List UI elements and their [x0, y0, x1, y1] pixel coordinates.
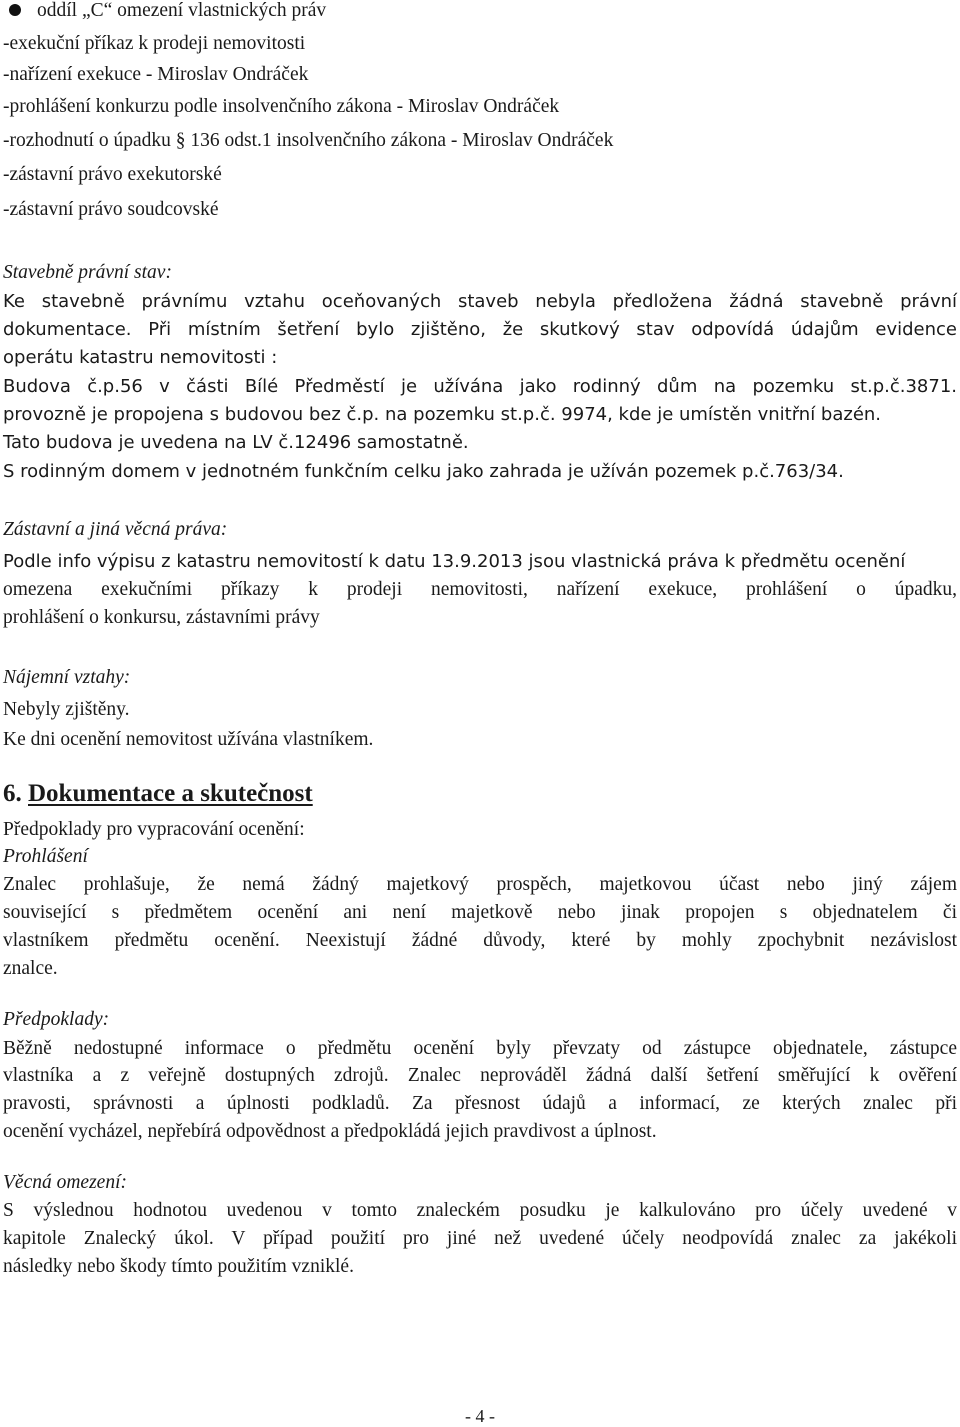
declaration-heading: Prohlášení: [3, 846, 88, 867]
assumptions-line: ocenění vycházel, nepřebírá odpovědnost a předpokládá jejich pravdivost a úplnost.: [3, 1121, 657, 1142]
limits-line: S výslednou hodnotou uvedenou v tomto znaleckém posudku je kalkulováno pro účely uvedené v: [3, 1200, 957, 1221]
ownership-line: -exekuční příkaz k prodeji nemovitosti: [3, 33, 306, 54]
declaration-line: Znalec prohlašuje, že nemá žádný majetkový prospěch, majetkovou účast nebo jiný zájem: [3, 874, 957, 895]
liens-line: omezena exekučními příkazy k prodeji nemovitosti, nařízení exekuce, prohlášení o úpadku,: [3, 579, 957, 600]
building-status-line: Ke stavebně právnímu vztahu oceňovaných staveb nebyla předložena žádná stavebně právní: [3, 291, 957, 312]
limits-line: kapitole Znalecký úkol. V případ použití pro jiné než uvedené účely neodpovídá znalec za jakékoli: [3, 1228, 957, 1249]
leases-line: Ke dni ocenění nemovitost užívána vlastníkem.: [3, 729, 374, 750]
leases-heading: Nájemní vztahy:: [3, 667, 131, 688]
assumptions-heading: Předpoklady:: [3, 1009, 110, 1030]
section-6-title: Dokumentace a skutečnost: [28, 780, 313, 807]
ownership-line: -zástavní právo exekutorské: [3, 164, 222, 185]
ownership-line: -rozhodnutí o úpadku § 136 odst.1 insolvenčního zákona - Miroslav Ondráček: [3, 130, 614, 151]
limits-line: následky nebo škody tímto použitím vzniklé.: [3, 1256, 354, 1277]
building-status-line: dokumentace. Při místním šetření bylo zjištěno, že skutkový stav odpovídá údajům evidence: [3, 319, 957, 340]
liens-line: prohlášení o konkursu, zástavními právy: [3, 607, 320, 628]
ownership-header-text: oddíl „C“ omezení vlastnických práv: [37, 0, 327, 21]
section-6-heading: [3, 779, 313, 809]
page-number: - 4 -: [465, 1406, 495, 1426]
building-status-heading: Stavebně právní stav:: [3, 262, 172, 283]
ownership-line: -zástavní právo soudcovské: [3, 199, 219, 220]
declaration-line: související s předmětem ocenění ani není majetkově nebo jinak propojen s objednatelem či: [3, 902, 957, 923]
building-status-line: Budova č.p.56 v části Bílé Předměstí je užívána jako rodinný dům na pozemku st.p.č.3871.: [3, 376, 957, 397]
leases-line: Nebyly zjištěny.: [3, 699, 130, 720]
building-status-line: S rodinným domem v jednotném funkčním celku jako zahrada je užíván pozemek p.č.763/34.: [3, 461, 844, 482]
assumptions-line: pravosti, správnosti a úplnosti podkladů. Za přesnost údajů a informací, ze kterých znalec při: [3, 1093, 957, 1114]
bullet-icon: [9, 4, 21, 16]
building-status-line: Tato budova je uvedena na LV č.12496 samostatně.: [3, 432, 469, 453]
ownership-line: -prohlášení konkurzu podle insolvenčního zákona - Miroslav Ondráček: [3, 96, 560, 117]
declaration-line: znalce.: [3, 958, 58, 979]
limits-heading: Věcná omezení:: [3, 1172, 127, 1193]
assumptions-line: Běžně nedostupné informace o předmětu ocenění byly převzaty od zástupce objednatele, zástupce: [3, 1038, 957, 1059]
assumptions-line: vlastníka a z veřejně dostupných zdrojů. Znalec neprováděl žádná další šetření směřující k ověření: [3, 1065, 957, 1086]
liens-heading: Zástavní a jiná věcná práva:: [3, 519, 228, 540]
declaration-line: vlastníkem předmětu ocenění. Neexistují žádné důvody, které by mohly zpochybnit nezávislost: [3, 930, 957, 951]
ownership-header: [3, 0, 957, 23]
section-6-number: 6.: [3, 780, 22, 807]
ownership-line: -nařízení exekuce - Miroslav Ondráček: [3, 64, 309, 85]
liens-line: Podle info výpisu z katastru nemovitostí k datu 13.9.2013 jsou vlastnická práva k předmětu ocenění: [3, 551, 906, 572]
building-status-line: provozně je propojena s budovou bez č.p. na pozemku st.p.č. 9974, kde je umístěn vnitřní bazén.: [3, 404, 882, 425]
section-6-subtitle: Předpoklady pro vypracování ocenění:: [3, 819, 305, 840]
building-status-line: operátu katastru nemovitosti :: [3, 347, 278, 368]
